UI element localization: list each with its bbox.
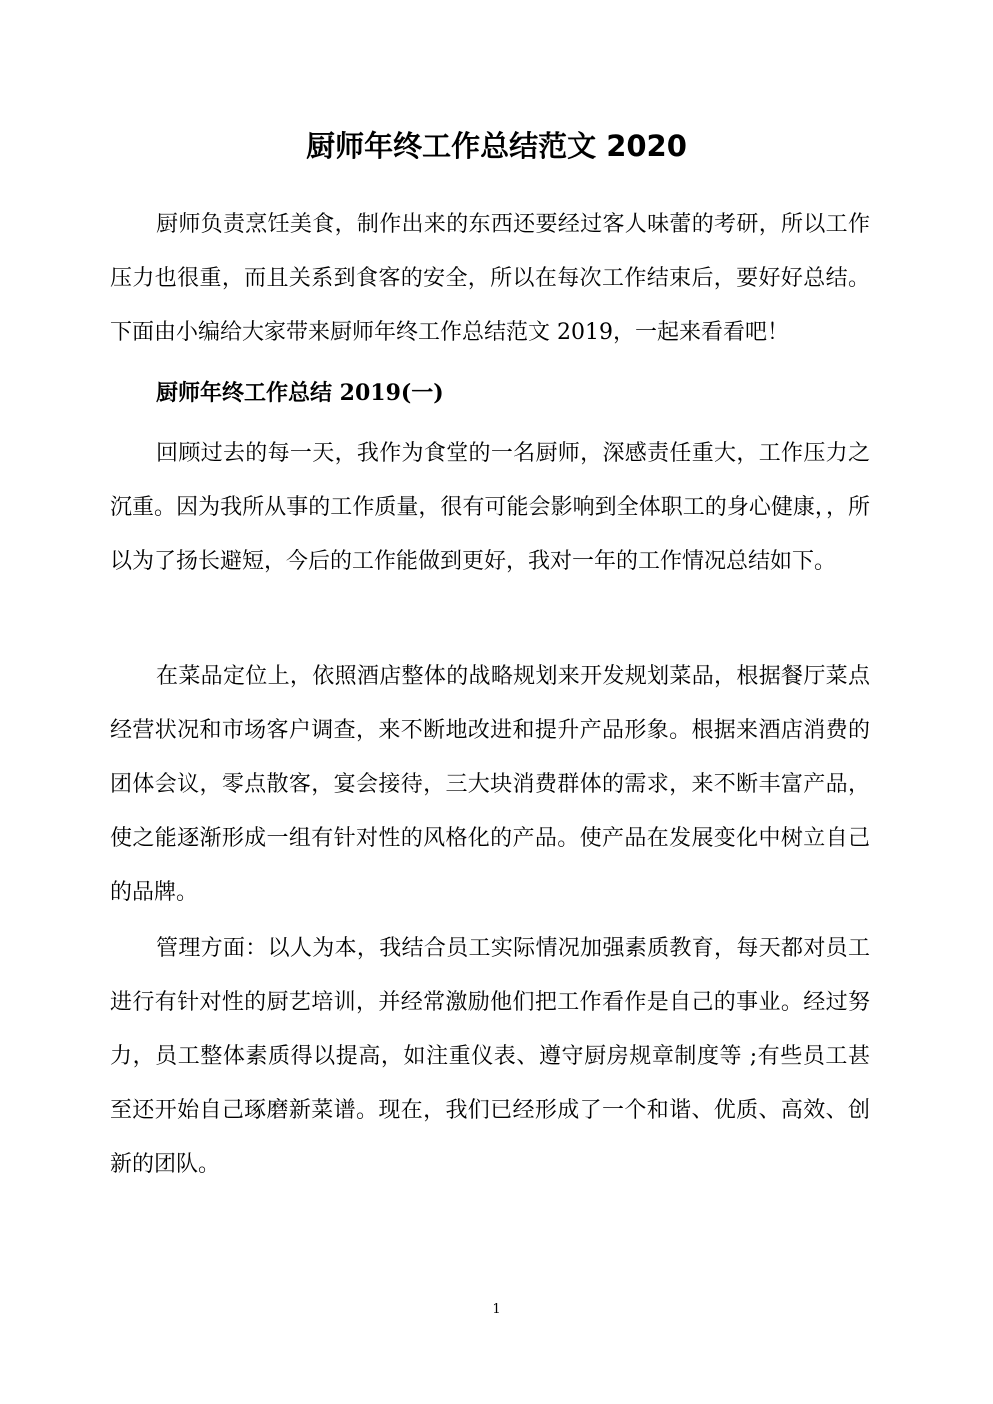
body-paragraph-management: 管理方面：以人为本，我结合员工实际情况加强素质教育，每天都对员工进行有针对性的厨艺培训，并经常激励他们把工作看作是自己的事业。经过努力，员工整体素质得以提高，如注重仪表、遵守厨房规章制度等 ;有些员工甚至还开始自己琢磨新菜谱。现在，我们已经形成了一个和谐、优质、高效、创新的团队。 xyxy=(110,936,870,1177)
document-title: 厨师年终工作总结范文 2020 xyxy=(306,129,687,163)
section-heading: 厨师年终工作总结 2019(一) xyxy=(156,380,444,406)
body-paragraph-dishes: 在菜品定位上，依照酒店整体的战略规划来开发规划菜品，根据餐厅菜点经营状况和市场客户调查，来不断地改进和提升产品形象。根据来酒店消费的团体会议，零点散客，宴会接待，三大块消费群体的需求，来不断丰富产品，使之能逐渐形成一组有针对性的风格化的产品。使产品在发展变化中树立自己的品牌。 xyxy=(110,664,870,905)
intro-paragraph: 厨师负责烹饪美食，制作出来的东西还要经过客人味蕾的考研，所以工作压力也很重，而且关系到食客的安全，所以在每次工作结束后，要好好总结。下面由小编给大家带来厨师年终工作总结范文 2019，一起来看看吧！ xyxy=(110,212,870,345)
page-number: 1 xyxy=(492,1302,501,1317)
body-paragraph-review: 回顾过去的每一天，我作为食堂的一名厨师，深感责任重大，工作压力之沉重。因为我所从事的工作质量，很有可能会影响到全体职工的身心健康，，所以为了扬长避短，今后的工作能做到更好，我对一年的工作情况总结如下。 xyxy=(110,441,870,574)
